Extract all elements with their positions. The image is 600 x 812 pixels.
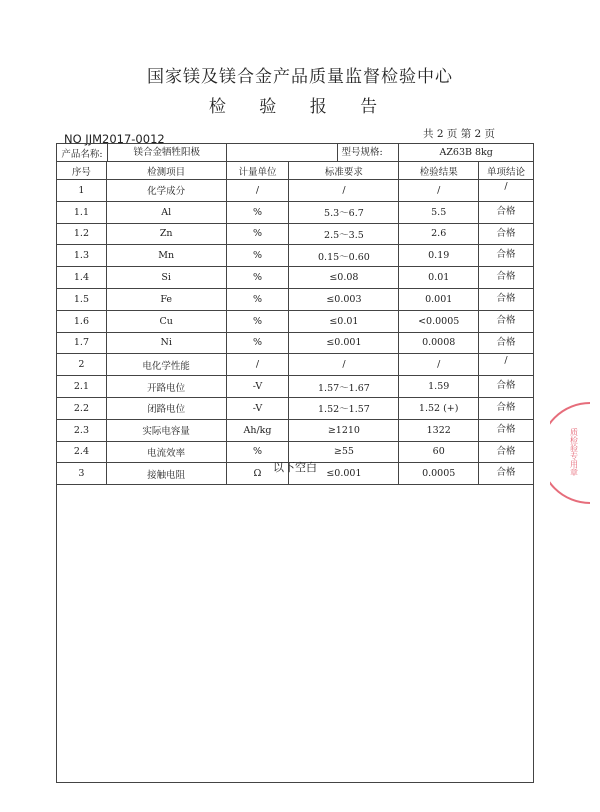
row-number: 3 — [57, 463, 107, 485]
stamp-text: 质检验专用章 — [569, 428, 579, 476]
verdict: 合格 — [479, 376, 534, 398]
col-header: 单项结论 — [479, 162, 534, 180]
standard-requirement: 2.5～3.5 — [289, 223, 399, 245]
test-result: 0.01 — [399, 267, 479, 289]
test-result: 0.19 — [399, 245, 479, 267]
test-result: 60 — [399, 441, 479, 463]
verdict: 合格 — [479, 201, 534, 223]
col-header: 序号 — [57, 162, 107, 180]
unit: % — [226, 332, 289, 354]
unit: % — [226, 310, 289, 332]
test-result: / — [399, 354, 479, 376]
table-row — [57, 332, 534, 354]
standard-requirement: 1.52～1.57 — [289, 397, 399, 419]
unit: Ah/kg — [226, 419, 289, 441]
test-item: Ni — [106, 332, 226, 354]
verdict: 合格 — [479, 441, 534, 463]
col-header: 标准要求 — [289, 162, 399, 180]
verdict: 合格 — [479, 397, 534, 419]
product-name-label: 产品名称: — [61, 148, 103, 160]
col-header: 检验结果 — [399, 162, 479, 180]
verdict: / — [479, 354, 534, 376]
unit: % — [226, 245, 289, 267]
row-number: 1.1 — [57, 201, 107, 223]
product-row — [57, 144, 534, 162]
table-row — [57, 245, 534, 267]
unit: % — [226, 441, 289, 463]
verdict: 合格 — [479, 245, 534, 267]
test-item: 开路电位 — [106, 376, 226, 398]
test-item: 实际电容量 — [106, 419, 226, 441]
row-number: 1.5 — [57, 288, 107, 310]
col-header: 计量单位 — [226, 162, 289, 180]
unit: -V — [226, 397, 289, 419]
verdict: 合格 — [479, 419, 534, 441]
report-number: NO JJM2017-0012 — [64, 132, 165, 146]
table-row — [57, 310, 534, 332]
page-indicator: 共 2 页 第 2 页 — [423, 128, 496, 140]
test-item: 闭路电位 — [106, 397, 226, 419]
standard-requirement: 0.15～0.60 — [289, 245, 399, 267]
row-number: 1 — [57, 180, 107, 202]
test-item: Cu — [106, 310, 226, 332]
test-result: 1322 — [399, 419, 479, 441]
standard-requirement: ≤0.08 — [289, 267, 399, 289]
standard-requirement: ≥1210 — [289, 419, 399, 441]
blank-below-note: 以下空白 — [273, 461, 317, 474]
row-number: 1.6 — [57, 310, 107, 332]
verdict: 合格 — [479, 310, 534, 332]
test-result: 0.0005 — [399, 463, 479, 485]
unit: / — [226, 354, 289, 376]
standard-requirement: / — [289, 180, 399, 202]
unit: -V — [226, 376, 289, 398]
model-value: AZ63B 8kg — [399, 144, 534, 162]
standard-requirement: 1.57～1.67 — [289, 376, 399, 398]
test-result: 0.001 — [399, 288, 479, 310]
col-header: 检测项目 — [106, 162, 226, 180]
row-number: 1.4 — [57, 267, 107, 289]
test-result: <0.0005 — [399, 310, 479, 332]
row-number: 1.2 — [57, 223, 107, 245]
test-result: 0.0008 — [399, 332, 479, 354]
test-result: 1.59 — [399, 376, 479, 398]
row-number: 1.3 — [57, 245, 107, 267]
row-number: 1.7 — [57, 332, 107, 354]
standard-requirement: ≥55 — [289, 441, 399, 463]
unit: Ω — [226, 463, 289, 485]
test-result: / — [399, 180, 479, 202]
test-result: 2.6 — [399, 223, 479, 245]
verdict: 合格 — [479, 288, 534, 310]
test-item: Mn — [106, 245, 226, 267]
test-result: 5.5 — [399, 201, 479, 223]
verdict: 合格 — [479, 267, 534, 289]
row-number: 2.1 — [57, 376, 107, 398]
report-title: 检 验 报 告 — [208, 97, 392, 117]
test-item: Zn — [106, 223, 226, 245]
verdict: 合格 — [479, 463, 534, 485]
unit: / — [226, 180, 289, 202]
inspection-table — [56, 143, 534, 485]
unit: % — [226, 201, 289, 223]
unit: % — [226, 267, 289, 289]
header-row — [57, 162, 534, 180]
table-row — [57, 180, 534, 202]
test-item: Fe — [106, 288, 226, 310]
unit: % — [226, 223, 289, 245]
standard-requirement: ≤0.003 — [289, 288, 399, 310]
product-name-value: 镁合金牺牲阳极 — [107, 144, 226, 161]
table-row — [57, 354, 534, 376]
verdict: 合格 — [479, 332, 534, 354]
test-item: 电流效率 — [106, 441, 226, 463]
verdict: 合格 — [479, 223, 534, 245]
test-item: 化学成分 — [106, 180, 226, 202]
unit: % — [226, 288, 289, 310]
standard-requirement: / — [289, 354, 399, 376]
table-row — [57, 201, 534, 223]
table-row — [57, 397, 534, 419]
test-item: Al — [106, 201, 226, 223]
row-number: 2.3 — [57, 419, 107, 441]
standard-requirement: ≤0.001 — [289, 463, 399, 485]
table-row — [57, 223, 534, 245]
table-row — [57, 419, 534, 441]
row-number: 2.2 — [57, 397, 107, 419]
table-row — [57, 267, 534, 289]
verdict: / — [479, 180, 534, 202]
test-result: 1.52 (+) — [399, 397, 479, 419]
standard-requirement: ≤0.001 — [289, 332, 399, 354]
standard-requirement: ≤0.01 — [289, 310, 399, 332]
row-number: 2 — [57, 354, 107, 376]
model-label: 型号规格: — [337, 144, 399, 161]
official-stamp — [550, 398, 600, 508]
test-item: 电化学性能 — [106, 354, 226, 376]
test-item: 接触电阻 — [106, 463, 226, 485]
organization-title: 国家镁及镁合金产品质量监督检验中心 — [147, 67, 453, 87]
table-row — [57, 376, 534, 398]
standard-requirement: 5.3～6.7 — [289, 201, 399, 223]
row-number: 2.4 — [57, 441, 107, 463]
test-item: Si — [106, 267, 226, 289]
table-row — [57, 288, 534, 310]
